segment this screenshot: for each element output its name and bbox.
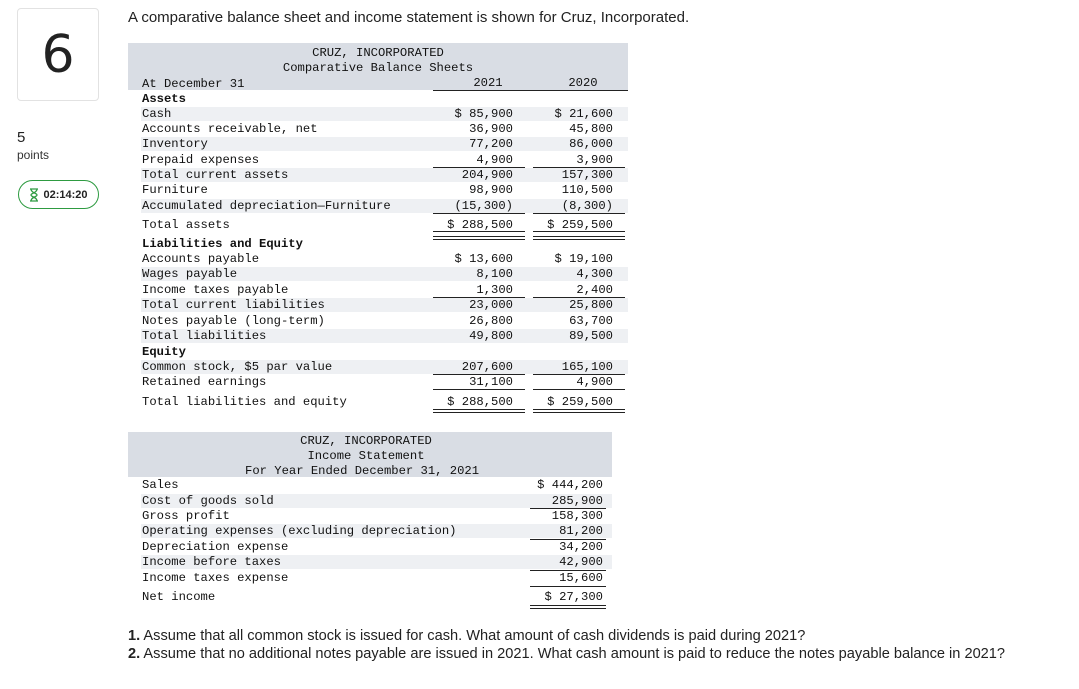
- bs-row-value-2020: $ 21,600: [554, 107, 613, 121]
- bs-row-label: Total current assets: [142, 168, 289, 182]
- bs-row-label: Assets: [142, 92, 186, 106]
- bs-underline-2021: [433, 239, 525, 240]
- bs-row-value-2021: $ 288,500: [447, 395, 513, 409]
- question-intro: A comparative balance sheet and income statement is shown for Cruz, Incorporated.: [128, 9, 690, 26]
- is-underline: [530, 605, 606, 606]
- bs-row-value-2021: 26,800: [469, 314, 513, 328]
- question-1: [128, 627, 805, 645]
- bs-row-value-2020: $ 259,500: [547, 218, 613, 232]
- is-underline: [530, 608, 606, 609]
- bs-row-value-2021: $ 85,900: [454, 107, 513, 121]
- is-row-label: Cost of goods sold: [142, 494, 274, 508]
- bs-row-label: Accounts payable: [142, 252, 260, 266]
- is-row-value: 15,600: [559, 571, 603, 585]
- is-underline: [530, 508, 606, 509]
- is-row-label: Net income: [142, 590, 216, 604]
- bs-row-label: Equity: [142, 345, 186, 359]
- bs-underline-2021: [433, 167, 525, 168]
- is-row-value: 34,200: [559, 540, 603, 554]
- bs-underline-2021: [433, 213, 525, 214]
- is-underline: [530, 570, 606, 571]
- is-row-value: 158,300: [551, 509, 603, 523]
- is-row-label: Sales: [142, 478, 179, 492]
- question-1-text: Assume that all common stock is issued for cash. What amount of cash dividends is paid during 2021?: [143, 628, 806, 644]
- bs-row-value-2020: 4,900: [576, 375, 613, 389]
- is-period: For Year Ended December 31, 2021: [245, 464, 480, 478]
- bs-row-value-2020: 86,000: [569, 137, 613, 151]
- timer-text: 02:14:20: [43, 188, 88, 201]
- bs-row-label: Prepaid expenses: [142, 153, 260, 167]
- points-value: 5: [17, 129, 26, 146]
- bs-row-value-2020: 89,500: [569, 329, 613, 343]
- bs-underline-2020: [533, 167, 625, 168]
- bs-row-value-2020: $ 259,500: [547, 395, 613, 409]
- bs-underline-2020: [533, 297, 625, 298]
- bs-row-label: Total liabilities: [142, 329, 267, 343]
- bs-row-value-2021: 207,600: [461, 360, 513, 374]
- bs-row-value-2021: 77,200: [469, 137, 513, 151]
- bs-row-label: Income taxes payable: [142, 283, 289, 297]
- is-row-label: Operating expenses (excluding depreciation): [142, 524, 457, 538]
- bs-underline-2020: [533, 213, 625, 214]
- bs-row-value-2020: 25,800: [569, 298, 613, 312]
- bs-underline-2020: [533, 412, 625, 413]
- bs-row-label: Accounts receivable, net: [142, 122, 318, 136]
- bs-underline-2021: [433, 236, 525, 237]
- bs-row-value-2020: 2,400: [576, 283, 613, 297]
- bs-row-value-2020: $ 19,100: [554, 252, 613, 266]
- is-company: CRUZ, INCORPORATED: [300, 434, 432, 448]
- bs-date-label: At December 31: [142, 77, 245, 91]
- bs-row-label: Cash: [142, 107, 172, 121]
- bs-row-label: Furniture: [142, 183, 208, 197]
- points-label: points: [17, 148, 50, 162]
- balance-sheet: [128, 43, 628, 413]
- bs-underline-2020: [533, 374, 625, 375]
- is-row-label: Income before taxes: [142, 555, 281, 569]
- bs-row-value-2020: (8,300): [561, 199, 613, 213]
- bs-underline-2020: [533, 389, 625, 390]
- question-2-number: 2.: [128, 646, 141, 662]
- bs-row-label: Total liabilities and equity: [142, 395, 347, 409]
- bs-row-value-2021: (15,300): [454, 199, 513, 213]
- bs-row-value-2021: 23,000: [469, 298, 513, 312]
- bs-row-value-2021: 98,900: [469, 183, 513, 197]
- question-2: [128, 645, 1048, 663]
- bs-row-value-2021: 8,100: [476, 267, 513, 281]
- bs-title: Comparative Balance Sheets: [282, 61, 474, 75]
- is-underline: [530, 539, 606, 540]
- bs-row-label: Total assets: [142, 218, 230, 232]
- bs-row-value-2020: 3,900: [576, 153, 613, 167]
- bs-row-value-2021: 31,100: [469, 375, 513, 389]
- question-number: 6: [17, 8, 99, 101]
- bs-underline-2021: [433, 389, 525, 390]
- bs-underline-2021: [433, 297, 525, 298]
- bs-underline-2021: [433, 409, 525, 410]
- is-row-value: 81,200: [559, 524, 603, 538]
- bs-row-label: Total current liabilities: [142, 298, 325, 312]
- bs-row-value-2020: 4,300: [576, 267, 613, 281]
- bs-row-value-2021: 36,900: [469, 122, 513, 136]
- bs-underline-2020: [533, 239, 625, 240]
- bs-row-value-2021: 49,800: [469, 329, 513, 343]
- is-row-value: 42,900: [559, 555, 603, 569]
- bs-row-label: Accumulated depreciation—Furniture: [142, 199, 391, 213]
- income-statement: [128, 432, 612, 610]
- bs-row-value-2020: 165,100: [561, 360, 613, 374]
- is-row-label: Depreciation expense: [142, 540, 289, 554]
- bs-underline-2020: [533, 236, 625, 237]
- bs-col-2021: 2021: [473, 76, 503, 90]
- bs-row-value-2020: 157,300: [561, 168, 613, 182]
- bs-underline-2021: [433, 412, 525, 413]
- question-1-number: 1.: [128, 628, 141, 644]
- is-title: Income Statement: [307, 449, 425, 463]
- is-row-value: $ 444,200: [537, 478, 603, 492]
- bs-row-label: Inventory: [142, 137, 208, 151]
- bs-row-value-2021: 4,900: [476, 153, 513, 167]
- bs-underline-2021: [433, 374, 525, 375]
- timer-badge[interactable]: [18, 180, 99, 209]
- bs-row-label: Liabilities and Equity: [142, 237, 303, 251]
- bs-underline-2020: [533, 231, 625, 232]
- is-row-label: Gross profit: [142, 509, 230, 523]
- is-underline: [530, 586, 606, 587]
- is-row-value: $ 27,300: [544, 590, 603, 604]
- bs-row-label: Wages payable: [142, 267, 238, 281]
- bs-col-2020: 2020: [568, 76, 598, 90]
- bs-row-value-2021: 1,300: [476, 283, 513, 297]
- bs-row-value-2020: 45,800: [569, 122, 613, 136]
- bs-row-value-2021: $ 13,600: [454, 252, 513, 266]
- bs-row-label: Retained earnings: [142, 375, 267, 389]
- bs-row-value-2021: 204,900: [461, 168, 513, 182]
- hourglass-icon: [29, 188, 39, 202]
- bs-row-label: Common stock, $5 par value: [142, 360, 333, 374]
- bs-underline-2020: [533, 409, 625, 410]
- bs-underline-2021: [433, 231, 525, 232]
- bs-company: CRUZ, INCORPORATED: [312, 46, 444, 60]
- bs-row-value-2021: $ 288,500: [447, 218, 513, 232]
- bs-row-value-2020: 110,500: [561, 183, 613, 197]
- is-row-label: Income taxes expense: [142, 571, 289, 585]
- question-2-text: Assume that no additional notes payable are issued in 2021. What cash amount is paid to reduce the notes payable balance in 2021?: [143, 646, 1006, 662]
- bs-row-value-2020: 63,700: [569, 314, 613, 328]
- is-row-value: 285,900: [551, 494, 603, 508]
- bs-row-label: Notes payable (long-term): [142, 314, 325, 328]
